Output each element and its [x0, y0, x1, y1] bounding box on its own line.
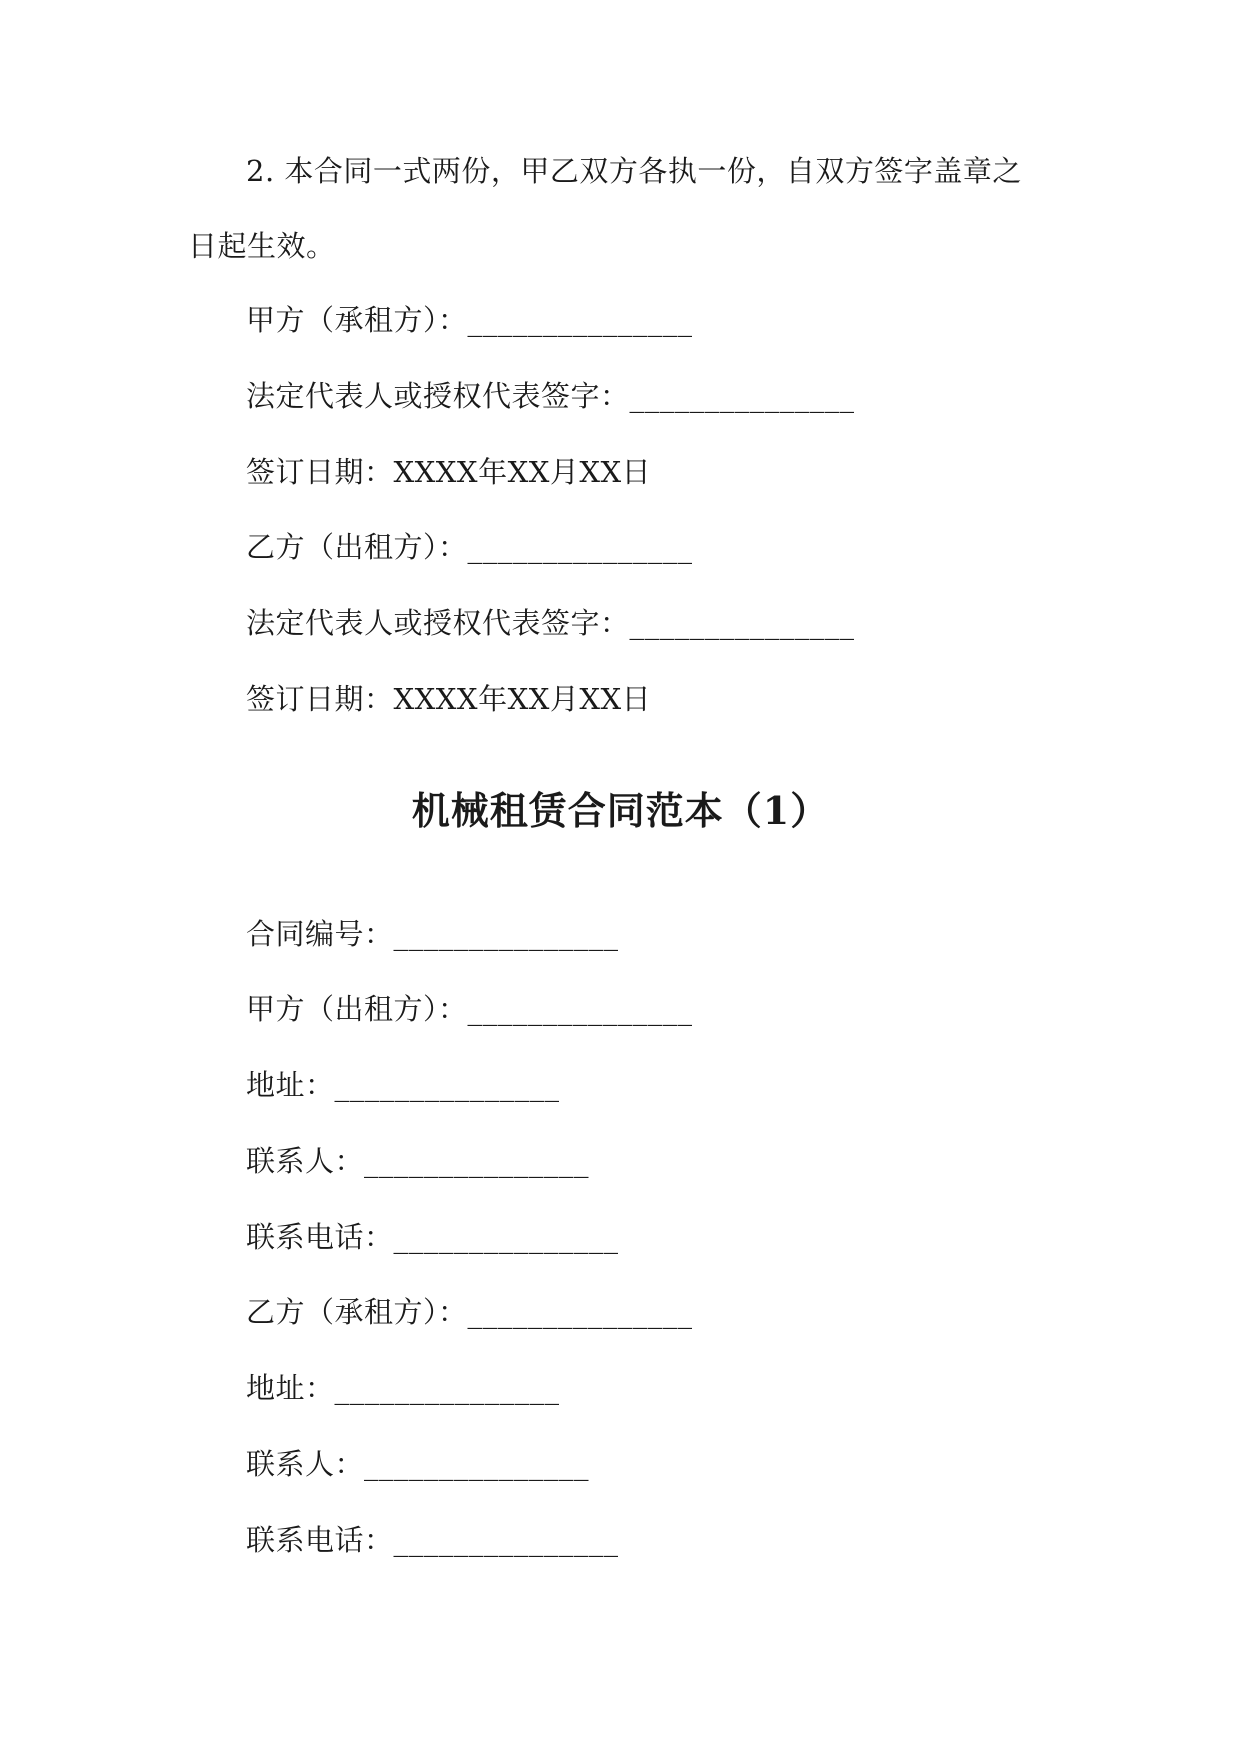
party-b-address-line: 地址：_______________	[246, 1371, 560, 1405]
party-a-phone-line: 联系电话：_______________	[246, 1220, 619, 1254]
effectiveness-clause: 2. 本合同一式两份，甲乙双方各执一份，自双方签字盖章之日起生效。	[188, 154, 1022, 263]
party-a-signing-date: 签订日期：XXXX年XX月XX日	[246, 455, 652, 489]
contract-number-line: 合同编号：_______________	[246, 917, 619, 951]
party-b-signature-line: 法定代表人或授权代表签字：_______________	[246, 606, 855, 640]
party-b-contact-line: 联系人：_______________	[246, 1447, 590, 1481]
party-a-name-line: 甲方（出租方）：_______________	[246, 992, 693, 1026]
party-b-signing-date: 签订日期：XXXX年XX月XX日	[246, 682, 652, 716]
party-a-lessee-line: 甲方（承租方）：_______________	[246, 303, 693, 337]
party-b-lessor-line: 乙方（出租方）：_______________	[246, 530, 693, 564]
party-a-contact-line: 联系人：_______________	[246, 1144, 590, 1178]
party-a-signature-line: 法定代表人或授权代表签字：_______________	[246, 379, 855, 413]
party-b-name-line: 乙方（承租方）：_______________	[246, 1295, 693, 1329]
section-title: 机械租赁合同范本（1）	[411, 788, 830, 833]
party-b-phone-line: 联系电话：_______________	[246, 1523, 619, 1557]
party-a-address-line: 地址：_______________	[246, 1068, 560, 1102]
